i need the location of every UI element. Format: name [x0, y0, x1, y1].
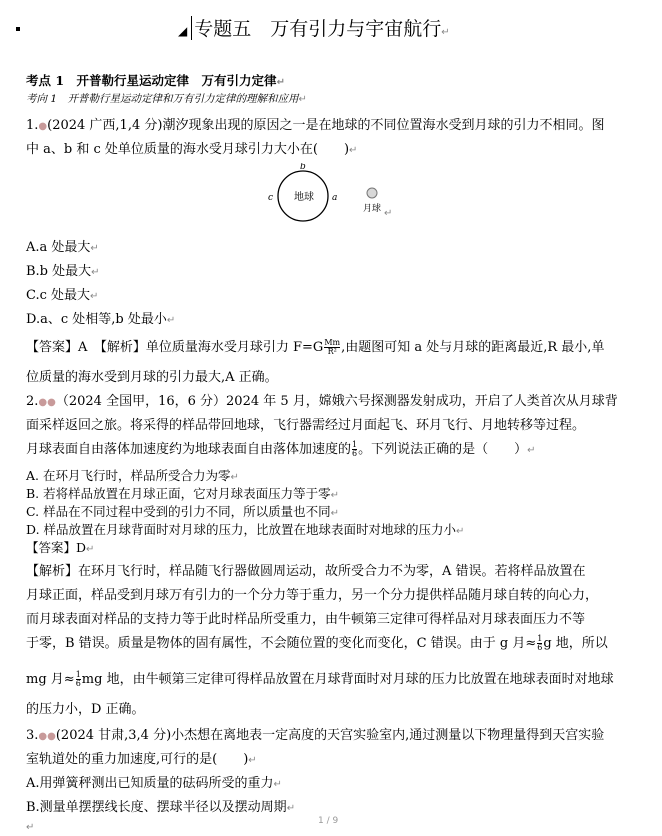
fraction-one-sixth: $\frac{1}{6}$ [352, 440, 358, 458]
q2-stem-line2: 面采样返回之旅。将采得的样品带回地球，飞行器需经过月面起飞、环月飞行、月地转移等过程。 [26, 418, 586, 433]
subtopic-heading: 考向 1 开普勒行星运动定律和万有引力定律的理解和应用↵ [26, 93, 307, 105]
formula-fraction: $\frac{Mm}{\text{R²}}$ [324, 338, 341, 356]
paragraph-mark: ↵ [441, 27, 450, 38]
q1-answer-line2: 位质量的海水受到月球的引力最大,A 正确。 [26, 370, 278, 385]
topic-heading: 考点 1 开普勒行星运动定律 万有引力定律↵ [26, 73, 285, 88]
q2-option-b: B. 若将样品放置在月球正面，它对月球表面压力等于零↵ [26, 486, 340, 501]
difficulty-icon: ●● [38, 397, 56, 408]
cursor-bar [191, 16, 192, 40]
q2-analysis-line6: 的压力小，D 正确。 [26, 702, 145, 717]
moon-label: 月球 [363, 204, 382, 214]
q3-option-b: B.测量单摆摆线长度、摆球半径以及摆动周期↵ [26, 800, 296, 815]
q3-option-a: A.用弹簧秤测出已知质量的砝码所受的重力↵ [26, 776, 282, 791]
fraction-one-sixth: $\frac{1}{6}$ [537, 634, 543, 652]
q1-stem-line2: 中 a、b 和 c 处单位质量的海水受月球引力大小在( )↵ [26, 142, 358, 157]
q1-option-d: D.a、c 处相等,b 处最小↵ [26, 312, 176, 327]
q2-analysis-line2: 月球正面，样品受到月球万有引力的一个分力等于重力，另一个分力提供样品随月球自转的向心力， [26, 588, 599, 603]
fraction-one-sixth: $\frac{1}{6}$ [75, 670, 81, 688]
earth-label: 地球 [294, 192, 314, 203]
q2-analysis-line5: mg 月≈ $\frac{1}{6}$ mg 地，由牛顿第三定律可得样品放置在月球背面时对月球的压力比放置在地球表面时对地球 [26, 670, 614, 688]
q3-stem-line1: 3.●●(2024 甘肃,3,4 分)小杰想在离地表一定高度的天宫实验室内,通过测量以下物理量得到天宫实验 [26, 728, 605, 743]
q2-stem-line1: 2.●●（2024 全国甲，16，6 分）2024 年 5 月，嫦娥六号探测器发射成功，开启了人类首次从月球背 [26, 394, 618, 409]
bullet-mark [16, 27, 20, 31]
q1-stem-line1: 1.●(2024 广西,1,4 分)潮汐现象出现的原因之一是在地球的不同位置海水受到月球的引力不相同。图 [26, 118, 605, 133]
q3-stem-line2: 室轨道处的重力加速度,可行的是( )↵ [26, 752, 257, 767]
page-title [178, 14, 450, 41]
point-a-label: a [332, 193, 338, 203]
point-c-label: c [268, 193, 274, 203]
difficulty-icon: ● [38, 121, 48, 132]
title-text: 专题五 万有引力与宇宙航行 [194, 18, 442, 40]
q1-option-a: A.a 处最大↵ [26, 240, 99, 255]
q2-analysis-line4: 于零，B 错误。质量是物体的固有属性，不会随位置的变化而变化，C 错误。由于 g 月≈ $\frac{1}{6}$ g 地，所以 [26, 634, 608, 652]
q2-analysis-line3: 而月球表面对样品的支持力等于此时样品所受重力，由牛顿第三定律可得样品对月球表面压力不等 [26, 612, 586, 627]
q1-option-c: C.c 处最大↵ [26, 288, 99, 303]
q2-analysis-line1: 【解析】在环月飞行时，样品随飞行器做圆周运动，故所受合力不为零，A 错误。若将样品放置在 [26, 564, 586, 579]
q2-stem-line3: 月球表面自由落体加速度约为地球表面自由落体加速度的 $\frac{1}{6}$ 。下列说法正确的是（ ）↵ [26, 440, 536, 458]
moon-icon [367, 188, 377, 198]
page-number: 1 / 9 [318, 816, 339, 826]
triangle-icon: ◢ [178, 24, 188, 38]
point-b-label: b [300, 163, 306, 172]
q2-answer: 【答案】D↵ [26, 540, 95, 555]
q1-figure [268, 163, 398, 225]
q2-option-d: D. 样品放置在月球背面时对月球的压力，比放置在地球表面时对地球的压力小↵ [26, 522, 465, 537]
difficulty-icon: ●● [38, 731, 56, 742]
q1-option-b: B.b 处最大↵ [26, 264, 100, 279]
q2-option-c: C. 样品在不同过程中受到的引力不同，所以质量也不同↵ [26, 504, 339, 519]
q2-option-a: A. 在环月飞行时，样品所受合力为零↵ [26, 468, 239, 483]
q1-answer-line1: 【答案】A 【解析】单位质量海水受月球引力 F=G $\frac{Mm}{\text{R²}}$ ,由题图可知 a 处与月球的距离最近,R 最小,单 [26, 338, 605, 356]
